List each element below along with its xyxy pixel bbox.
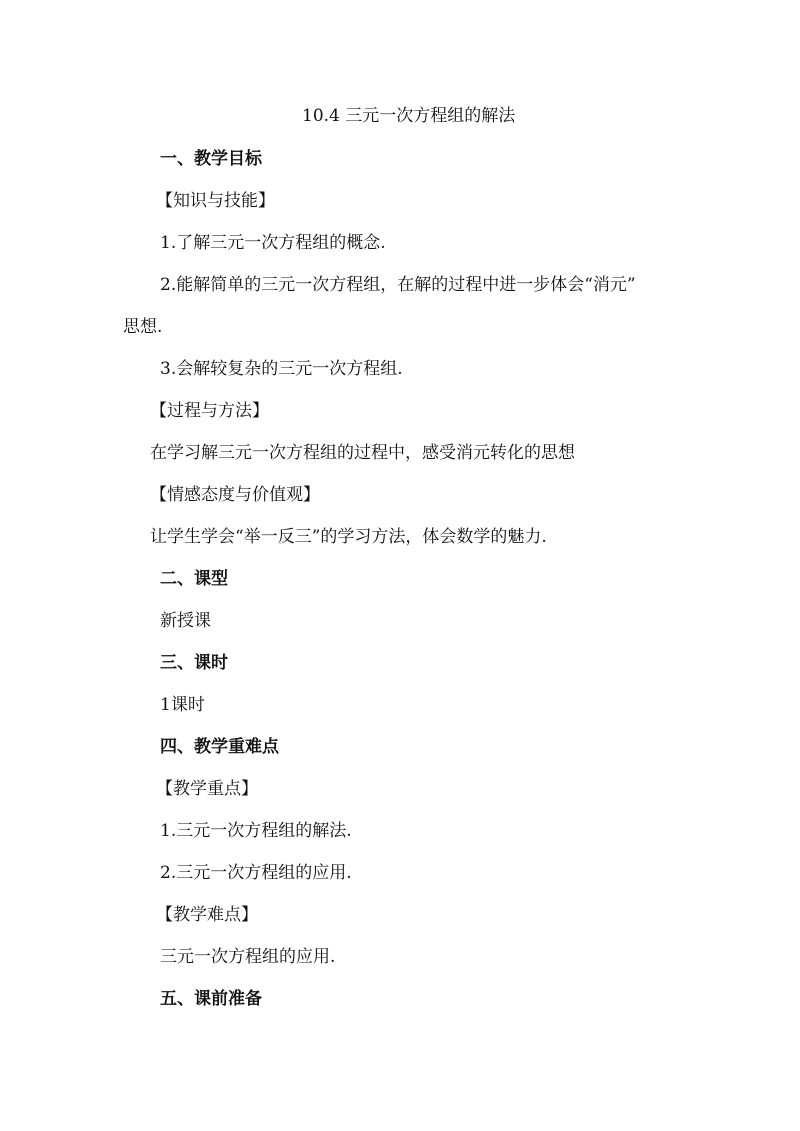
section-heading-objectives: 一、教学目标 [160,149,262,169]
objective-item-1: 1.了解三元一次方程组的概念. [160,233,386,253]
difficult-point-text: 三元一次方程组的应用. [160,947,336,967]
emotion-values-label: 【情感态度与价值观】 [150,485,320,505]
key-point-1: 1.三元一次方程组的解法. [160,821,352,841]
section-heading-lesson-type: 二、课型 [160,569,228,589]
document-title: 10.4 三元一次方程组的解法 [302,106,516,126]
emotion-values-text: 让学生学会“举一反三”的学习方法，体会数学的魅力. [150,527,547,547]
difficult-points-label: 【教学难点】 [156,905,258,925]
knowledge-skills-label: 【知识与技能】 [156,191,275,211]
key-point-2: 2.三元一次方程组的应用. [160,863,352,883]
key-points-label: 【教学重点】 [156,779,258,799]
objective-item-2-continued: 思想. [123,317,163,337]
objective-item-3: 3.会解较复杂的三元一次方程组. [160,359,403,379]
section-heading-preparation: 五、课前准备 [160,989,262,1009]
lesson-type-text: 新授课 [160,611,211,631]
section-heading-key-difficult-points: 四、教学重难点 [160,737,279,757]
class-hours-text: 1课时 [160,695,205,715]
process-method-text: 在学习解三元一次方程组的过程中，感受消元转化的思想 [150,443,575,463]
section-heading-class-hours: 三、课时 [160,653,228,673]
objective-item-2: 2.能解简单的三元一次方程组，在解的过程中进一步体会“消元” [160,275,636,295]
process-method-label: 【过程与方法】 [150,401,269,421]
